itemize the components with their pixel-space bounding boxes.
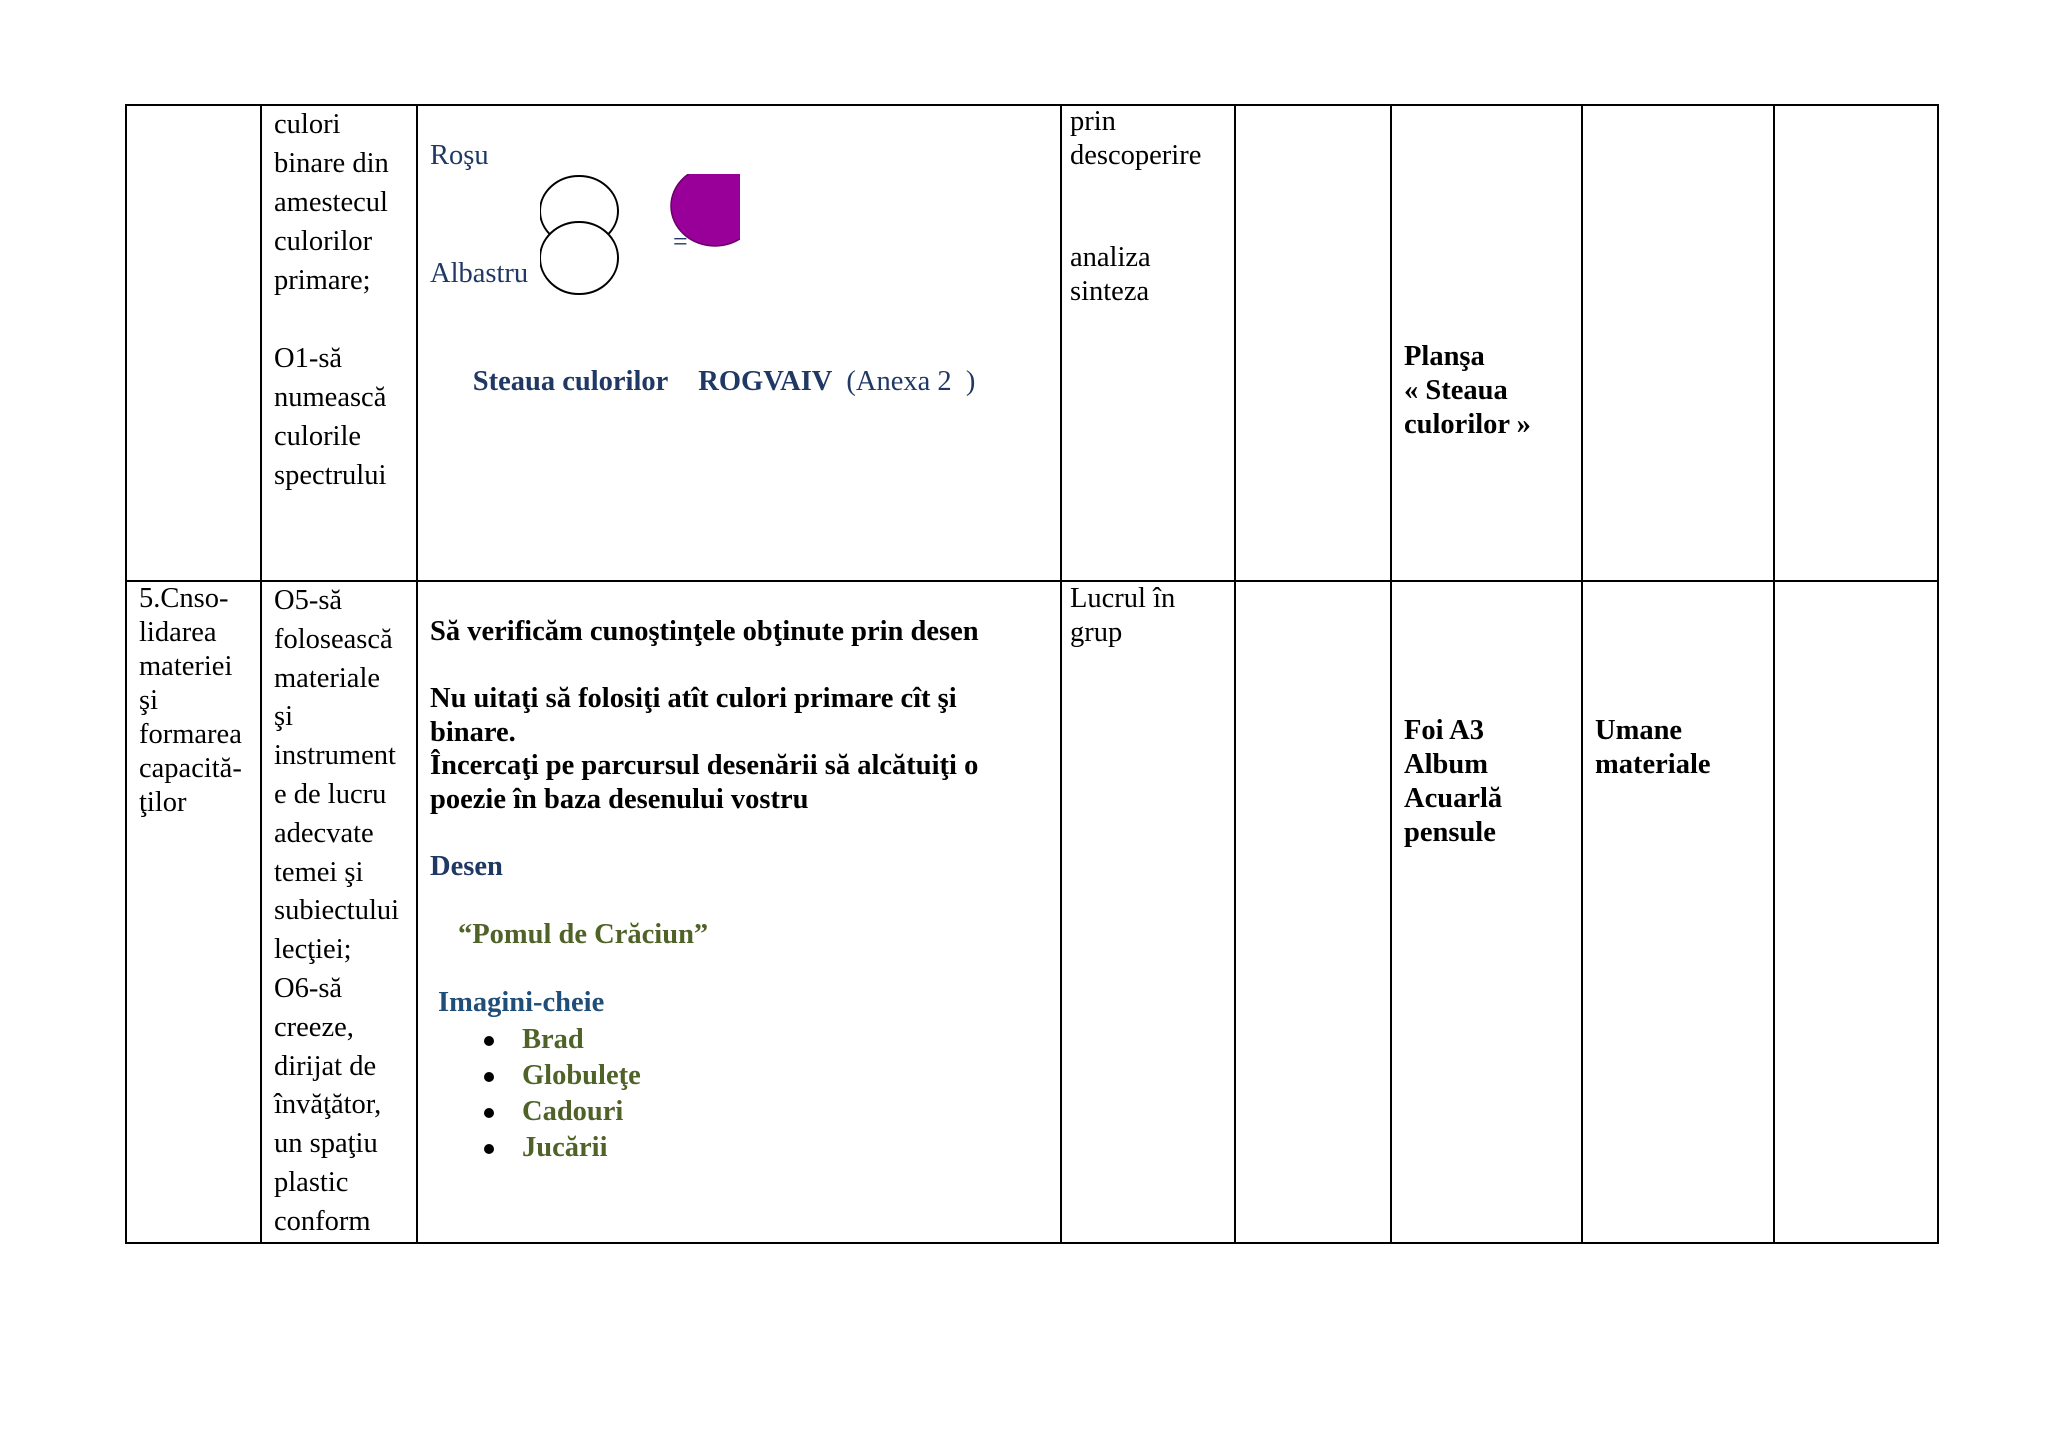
equals-sign: = [673,227,688,256]
bullet-icon [484,1144,494,1154]
text-line: analiza [1070,242,1151,273]
column-divider [1773,104,1775,1244]
row1-methods-cell [1070,105,1230,309]
text-line: lecţiei; [274,934,352,966]
text-line: culorile [274,421,362,452]
row2-stage-cell [139,582,259,820]
key-images-list [430,1022,641,1166]
column-divider [1390,104,1392,1244]
instruction-poem [430,749,978,817]
text-line: prin [1070,106,1116,137]
text-line: adecvate [274,817,374,849]
row1-methods-text [1070,105,1230,309]
instruction-colors [430,682,957,750]
text-line: formarea [139,719,242,750]
row2-resources-text [1595,714,1770,782]
row2-materials-cell [1404,714,1579,850]
text-line: Planşa [1404,341,1485,372]
star-title: Steaua culorilor [472,366,669,397]
text-line: Acuarlă [1404,783,1503,814]
list-item: Cadouri [430,1094,641,1130]
row1-resources-cell [1404,340,1579,442]
text-line: culorilor » [1404,409,1531,440]
color-mixing-diagram [540,174,740,334]
text-line: spectrului [274,460,387,491]
text-line: Nu uitaţi să folosiţi atît culori primare cît şi [430,683,957,714]
text-line: materiale [274,662,381,694]
row2-methods-text [1070,582,1230,650]
table-border-bottom [125,1242,1939,1244]
text-line: învăţător, [274,1089,382,1121]
text-line: numească [274,382,387,413]
drawing-theme: “Pomul de Crăciun” [458,919,709,950]
row2-methods-cell [1070,582,1230,650]
table-border-right [1937,104,1939,1244]
key-images-label: Imagini-cheie [438,987,605,1018]
lesson-plan-table [125,104,1939,1244]
column-divider [1581,104,1583,1244]
text-line: O6-să [274,972,343,1004]
text-line: folosească [274,623,393,655]
text-line [274,300,414,339]
text-line: O5-să [274,585,343,616]
text-line: O1-să [274,343,343,374]
text-line: instrument [274,740,396,772]
bullet-icon [484,1108,494,1118]
text-line: lidarea [139,617,217,648]
row2-resources-cell [1595,714,1770,782]
text-line: 5.Cnso- [139,583,229,614]
text-line: culorilor [274,226,373,257]
text-line: descoperire [1070,140,1202,171]
row1-objectives-text [274,105,414,495]
column-divider [1060,104,1062,1244]
row2-objectives-text [274,582,414,1242]
star-code: ROGVAIV [698,366,833,397]
row2-objectives-cell [274,582,414,1242]
text-line: pensule [1404,817,1496,848]
text-line: şi [139,685,159,716]
text-line: e de lucru [274,778,387,810]
column-divider [416,104,418,1244]
text-line: primare; [274,265,371,296]
row1-objectives-cell [274,105,414,495]
label-rosu: Roşu [430,140,489,171]
text-line: grup [1070,617,1123,648]
text-line: dirijat de [274,1050,377,1082]
text-line: capacită- [139,753,242,784]
text-line: Umane [1595,715,1683,746]
text-line: conform [274,1205,371,1237]
text-line: materiale [1595,749,1711,780]
column-divider [1234,104,1236,1244]
text-line: amestecul [274,187,388,218]
column-divider [260,104,262,1244]
label-albastru: Albastru [430,258,529,289]
text-line: creeze, [274,1011,354,1043]
text-line: şi [274,701,294,733]
text-line: plastic [274,1166,349,1198]
text-line: un spaţiu [274,1128,378,1160]
bullet-icon [484,1036,494,1046]
text-line: materiei [139,651,233,682]
row2-stage-text [139,582,259,820]
text-line: temei şi [274,856,364,888]
text-line: Foi A3 [1404,715,1484,746]
text-line: « Steaua [1404,375,1508,406]
list-item: Globuleţe [430,1058,641,1094]
text-line: binare din [274,148,389,179]
list-item: Brad [430,1022,641,1058]
text-line: sinteza [1070,276,1150,307]
list-item: Jucării [430,1130,641,1166]
row1-resources-text [1404,340,1579,442]
table-border-left [125,104,127,1244]
text-line: poezie în baza desenului vostru [430,784,809,815]
desen-label: Desen [430,851,503,882]
text-line: culori [274,109,341,140]
text-line: subiectului [274,895,400,927]
text-line [1070,173,1230,207]
row1-content-cell [430,104,1055,574]
star-annex: (Anexa 2 ) [846,366,976,397]
star-of-colors-line [430,323,975,440]
text-line: binare. [430,717,516,748]
row2-materials-text [1404,714,1579,850]
blue-circle-outline [540,222,618,294]
text-line: Lucrul în [1070,583,1176,614]
text-line [1070,207,1230,241]
task-title: Să verificăm cunoştinţele obţinute prin desen [430,616,979,647]
bullet-icon [484,1072,494,1082]
text-line: Încercaţi pe parcursul desenării să alcătuiţi o [430,750,979,781]
text-line: Album [1404,749,1488,780]
text-line: ţilor [139,787,187,818]
